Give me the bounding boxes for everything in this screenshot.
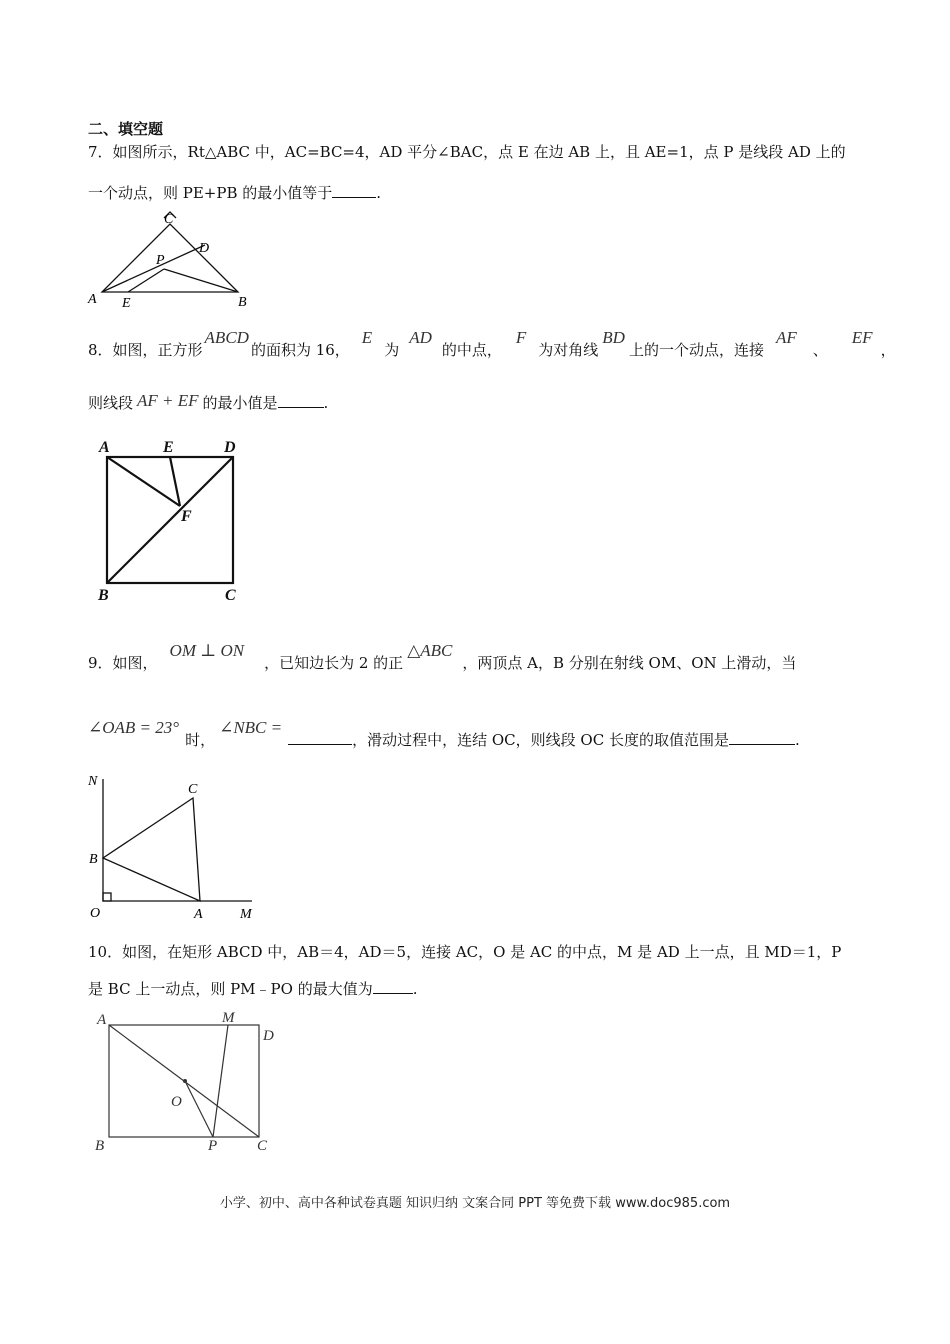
- q9-text-t1: ，已知边长为 2 的正: [264, 654, 404, 672]
- q10-label-d: D: [263, 1028, 274, 1044]
- q10-line2-text: 是 BC 上一动点，则 PM﹣PO 的最大值为: [88, 980, 373, 998]
- q9-math-angle2: ∠NBC =: [219, 718, 283, 737]
- q7-line2: [88, 183, 381, 203]
- section-title: 二、填空题: [88, 120, 164, 138]
- q7-line2-text: 一个动点，则 PE+PB 的最小值等于: [88, 184, 333, 202]
- q10-line1: 10．如图，在矩形 ABCD 中，AB＝4，AD＝5，连接 AC，O 是 AC 的中点，M 是 AD 上一点，且 MD＝1，P: [88, 943, 842, 961]
- q8-diagonal-bd: [107, 457, 233, 583]
- q8-label-e: E: [163, 439, 174, 456]
- q8-line1: [88, 328, 896, 360]
- q9-answer-blank-1: [288, 730, 352, 745]
- q7-answer-blank: [332, 183, 376, 198]
- q10-segment-pm: [213, 1025, 228, 1137]
- q8-math-ad: AD: [409, 328, 432, 347]
- q9-label-n: N: [88, 774, 98, 789]
- q8-line2: [88, 393, 328, 413]
- q9-label-a: A: [194, 907, 203, 922]
- q7-label-c: C: [164, 212, 174, 227]
- q9-label-b: B: [89, 852, 98, 867]
- q10-segment-po: [185, 1081, 213, 1137]
- q9-math-perp: OM ⊥ ON: [169, 641, 245, 660]
- q8-label-d: D: [224, 439, 236, 456]
- q10-label-p: P: [208, 1138, 218, 1154]
- q8-math-e: E: [361, 328, 373, 347]
- q8-line2-end: .: [323, 394, 329, 412]
- q8-answer-blank: [278, 393, 324, 408]
- q8-segment-ef: [170, 457, 180, 506]
- q9-right-angle-mark: [103, 893, 111, 901]
- q9-line2-end: .: [794, 731, 800, 749]
- q8-line2a: 则线段: [88, 394, 134, 412]
- q8-math-f: F: [515, 328, 527, 347]
- q9-math-angle1: ∠OAB = 23°: [88, 718, 180, 737]
- q8-math-abcd: ABCD: [204, 328, 249, 347]
- q9-text-t4: ，滑动过程中，连结 OC，则线段 OC 长度的取值范围是: [352, 731, 729, 749]
- q10-point-o: [183, 1079, 187, 1083]
- q9-rays-on-om: [103, 779, 252, 901]
- q8-label-a: A: [99, 439, 110, 456]
- q9-figure: [80, 765, 270, 925]
- q7-label-d: D: [199, 241, 210, 256]
- q8-math-bd: BD: [602, 328, 625, 347]
- q9-triangle-abc: [103, 798, 200, 901]
- q7-label-e: E: [122, 296, 131, 311]
- q7-label-a: A: [88, 292, 97, 307]
- q10-figure: [85, 1010, 295, 1155]
- q8-segment-af: [107, 457, 180, 506]
- q9-label-c: C: [188, 782, 198, 797]
- q10-label-a: A: [97, 1012, 107, 1028]
- footer-text: 小学、初中、高中各种试卷真题 知识归纳 文案合同 PPT 等免费下载 www.doc985.com: [219, 1196, 731, 1211]
- q8-math-ef: EF: [851, 328, 873, 347]
- q7-triangle: [102, 224, 238, 292]
- q8-text-t6: 、: [812, 341, 828, 359]
- q8-text-t7: ，: [880, 341, 896, 359]
- q8-text-t4: 为对角线: [538, 341, 599, 359]
- q8-text-num: 8．如图，正方形: [88, 341, 203, 359]
- q10-label-o: O: [171, 1094, 182, 1110]
- q10-line2-end: .: [412, 980, 418, 998]
- q9-label-m: M: [240, 907, 252, 922]
- q8-label-c: C: [225, 587, 236, 604]
- q9-text-t2: ，两顶点 A，B 分别在射线 OM、ON 上滑动，当: [462, 654, 797, 672]
- q7-label-b: B: [238, 295, 247, 310]
- q8-math-af: AF: [775, 328, 797, 347]
- q7-label-p: P: [156, 253, 165, 268]
- q8-math-expr: AF + EF: [137, 391, 199, 410]
- q9-answer-blank-2: [729, 730, 795, 745]
- q9-label-o: O: [90, 906, 101, 921]
- q8-label-f: F: [181, 508, 192, 525]
- q10-label-c: C: [257, 1138, 268, 1154]
- q9-line2: [88, 718, 800, 750]
- q9-line1: [88, 641, 797, 673]
- q7-segment-ad: [102, 245, 205, 292]
- q7-line2-end: .: [376, 184, 382, 202]
- q10-answer-blank: [373, 979, 413, 994]
- q8-figure: [90, 430, 260, 610]
- q8-line2b: 的最小值是: [202, 394, 278, 412]
- q8-text-t3: 的中点，: [441, 341, 502, 359]
- q8-text-t5: 上的一个动点，连接: [628, 341, 764, 359]
- q9-text-t3: 时，: [185, 731, 216, 749]
- q7-line1: 7．如图所示，Rt△ABC 中，AC=BC=4，AD 平分∠BAC，点 E 在边 AB 上，且 AE=1，点 P 是线段 AD 上的: [88, 143, 846, 161]
- q8-label-b: B: [98, 587, 109, 604]
- q10-label-b: B: [95, 1138, 105, 1154]
- q8-text-t1: 的面积为 16，: [250, 341, 350, 359]
- q10-line2: [88, 979, 417, 999]
- q7-figure: [80, 205, 270, 317]
- q8-text-t2: 为: [384, 341, 400, 359]
- q9-text-num: 9．如图，: [88, 654, 158, 672]
- q9-math-tri: △ABC: [407, 641, 453, 660]
- q10-label-m: M: [222, 1010, 235, 1026]
